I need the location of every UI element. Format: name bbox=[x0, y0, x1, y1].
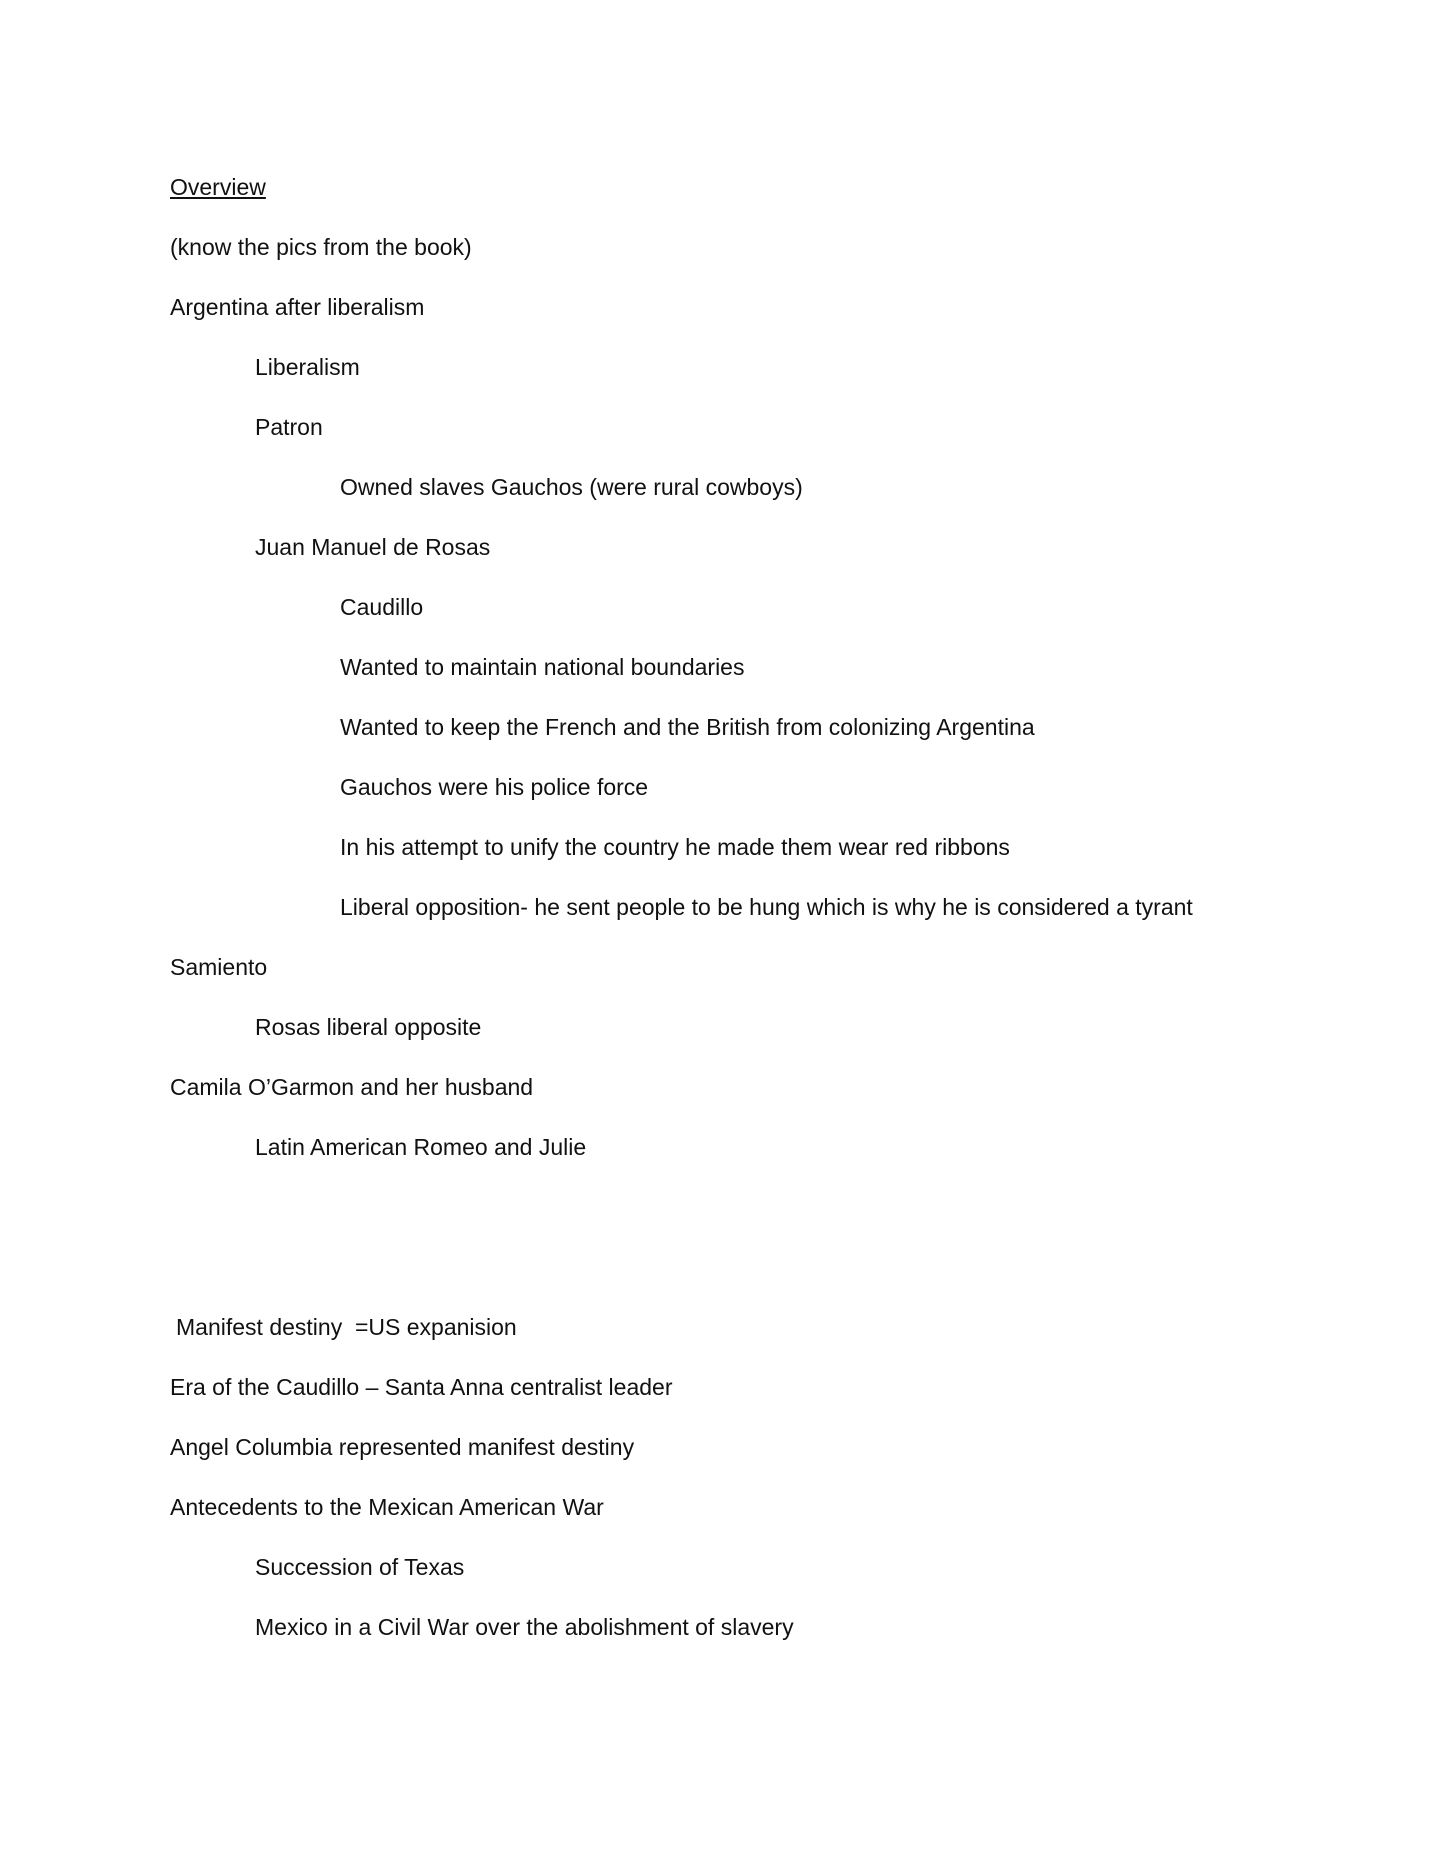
note-line: Owned slaves Gauchos (were rural cowboys) bbox=[340, 474, 803, 500]
note-line: Caudillo bbox=[340, 594, 424, 620]
note-line: Wanted to maintain national boundaries bbox=[340, 654, 745, 680]
note-line: Gauchos were his police force bbox=[340, 774, 649, 800]
note-line: Rosas liberal opposite bbox=[255, 1014, 482, 1040]
note-line: Mexico in a Civil War over the abolishment of slavery bbox=[255, 1614, 794, 1640]
note-line: In his attempt to unify the country he made them wear red ribbons bbox=[340, 834, 1010, 860]
note-line: Angel Columbia represented manifest destiny bbox=[170, 1434, 635, 1460]
note-line: Succession of Texas bbox=[255, 1554, 465, 1580]
note-line: Patron bbox=[255, 414, 323, 440]
note-line: Liberal opposition- he sent people to be hung which is why he is considered a tyrant bbox=[340, 894, 1193, 920]
note-line: Wanted to keep the French and the British from colonizing Argentina bbox=[340, 714, 1035, 740]
note-line: Liberalism bbox=[255, 354, 360, 380]
note-line: Antecedents to the Mexican American War bbox=[170, 1494, 604, 1520]
note-line: Manifest destiny =US expanision bbox=[176, 1314, 517, 1340]
note-line: (know the pics from the book) bbox=[170, 234, 472, 260]
note-line: Argentina after liberalism bbox=[170, 294, 425, 320]
note-line: Samiento bbox=[170, 954, 268, 980]
page-heading: Overview bbox=[170, 174, 266, 200]
note-line: Camila O’Garmon and her husband bbox=[170, 1074, 534, 1100]
note-line: Juan Manuel de Rosas bbox=[255, 534, 491, 560]
note-line: Era of the Caudillo – Santa Anna centralist leader bbox=[170, 1374, 673, 1400]
note-line: Latin American Romeo and Julie bbox=[255, 1134, 587, 1160]
